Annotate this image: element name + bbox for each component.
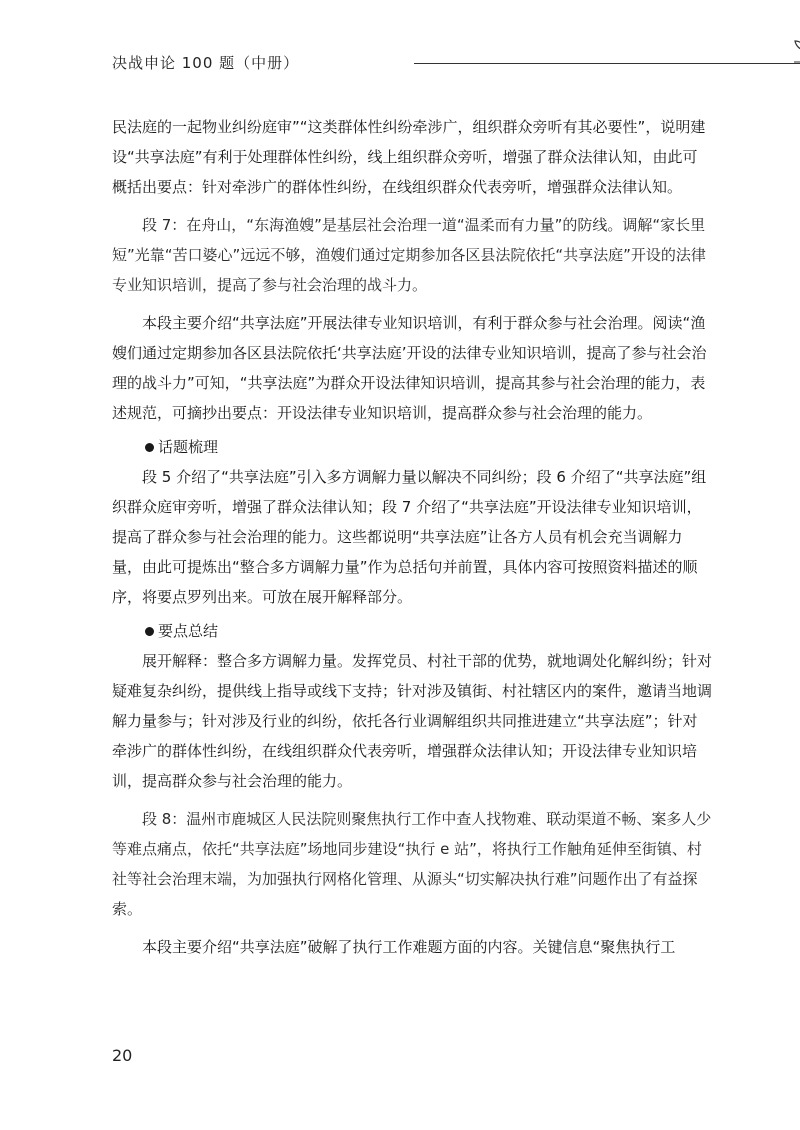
sprout-icon	[790, 38, 800, 64]
section-heading-label: 要点总结	[158, 622, 219, 640]
section-heading-topic	[112, 432, 712, 462]
paragraph: 本段主要介绍“共享法庭”破解了执行工作难题方面的内容。关键信息“聚焦执行工	[142, 938, 676, 956]
paragraph: 展开解释：整合多方调解力量。发挥党员、村社干部的优势，就地调处化解纠纷；针对疑难复杂纠纷，提供线上指导或线下支持；针对涉及镇街、村社辖区内的案件，邀请当地调解力量参与；针对涉及行业的纠纷，依托各行业调解组织共同推进建立“共享法庭”；针对牵涉广的群体性纠纷，在线组织群众代表旁听，增强群众法律认知；开设法律专业知识培训，提高群众参与社会治理的能力。	[112, 652, 713, 790]
section-heading-summary	[112, 616, 712, 646]
paragraph: 本段主要介绍“共享法庭”开展法律专业知识培训，有利于群众参与社会治理。阅读“渔嫂们通过定期参加各区县法院依托‘共享法庭’开设的法律专业知识培训，提高了参与社会治理的战斗力”可知，“共享法庭”为群众开设法律知识培训，提高其参与社会治理的能力，表述规范，可摘抄出要点：开设法律专业知识培训，提高群众参与社会治理的能力。	[112, 314, 707, 422]
paragraph: 民法庭的一起物业纠纷庭审”“这类群体性纠纷牵涉广，组织群众旁听有其必要性”，说明建设“共享法庭”有利于处理群体性纠纷，线上组织群众旁听，增强了群众法律认知，由此可概括出要点：针对牵涉广的群体性纠纷，在线组织群众代表旁听，增强群众法律认知。	[112, 118, 706, 196]
book-title: 决战申论 100 题（中册）	[112, 54, 300, 72]
source-paragraph-7: 段 7：在舟山，“东海渔嫂”是基层社会治理一道“温柔而有力量”的防线。调解“家长里短”光靠“苦口婆心”远远不够，渔嫂们通过定期参加各区县法院依托“共享法庭”开设的法律专业知识培训，提高了参与社会治理的战斗力。	[112, 216, 706, 294]
running-header	[112, 52, 712, 72]
bullet-icon	[145, 627, 154, 636]
page-body	[112, 112, 712, 962]
source-paragraph-8: 段 8：温州市鹿城区人民法院则聚焦执行工作中查人找物难、联动渠道不畅、案多人少等难点痛点，依托“共享法庭”场地同步建设“执行 e 站”，将执行工作触角延伸至街镇、村社等社会治理末端，为加强执行网格化管理、从源头“切实解决执行难”问题作出了有益探索。	[112, 810, 712, 918]
header-rule	[414, 63, 800, 64]
page-number: 20	[112, 1046, 133, 1065]
section-heading-label: 话题梳理	[158, 438, 219, 456]
paragraph: 段 5 介绍了“共享法庭”引入多方调解力量以解决不同纠纷；段 6 介绍了“共享法庭”组织群众庭审旁听，增强了群众法律认知；段 7 介绍了“共享法庭”开设法律专业知识培训，提高了群众参与社会治理的能力。这些都说明“共享法庭”让各方人员有机会充当调解力量，由此可提炼出“整合多方调解力量”作为总括句并前置，具体内容可按照资料描述的顺序，将要点罗列出来。可放在展开解释部分。	[112, 468, 707, 606]
bullet-icon	[145, 443, 154, 452]
